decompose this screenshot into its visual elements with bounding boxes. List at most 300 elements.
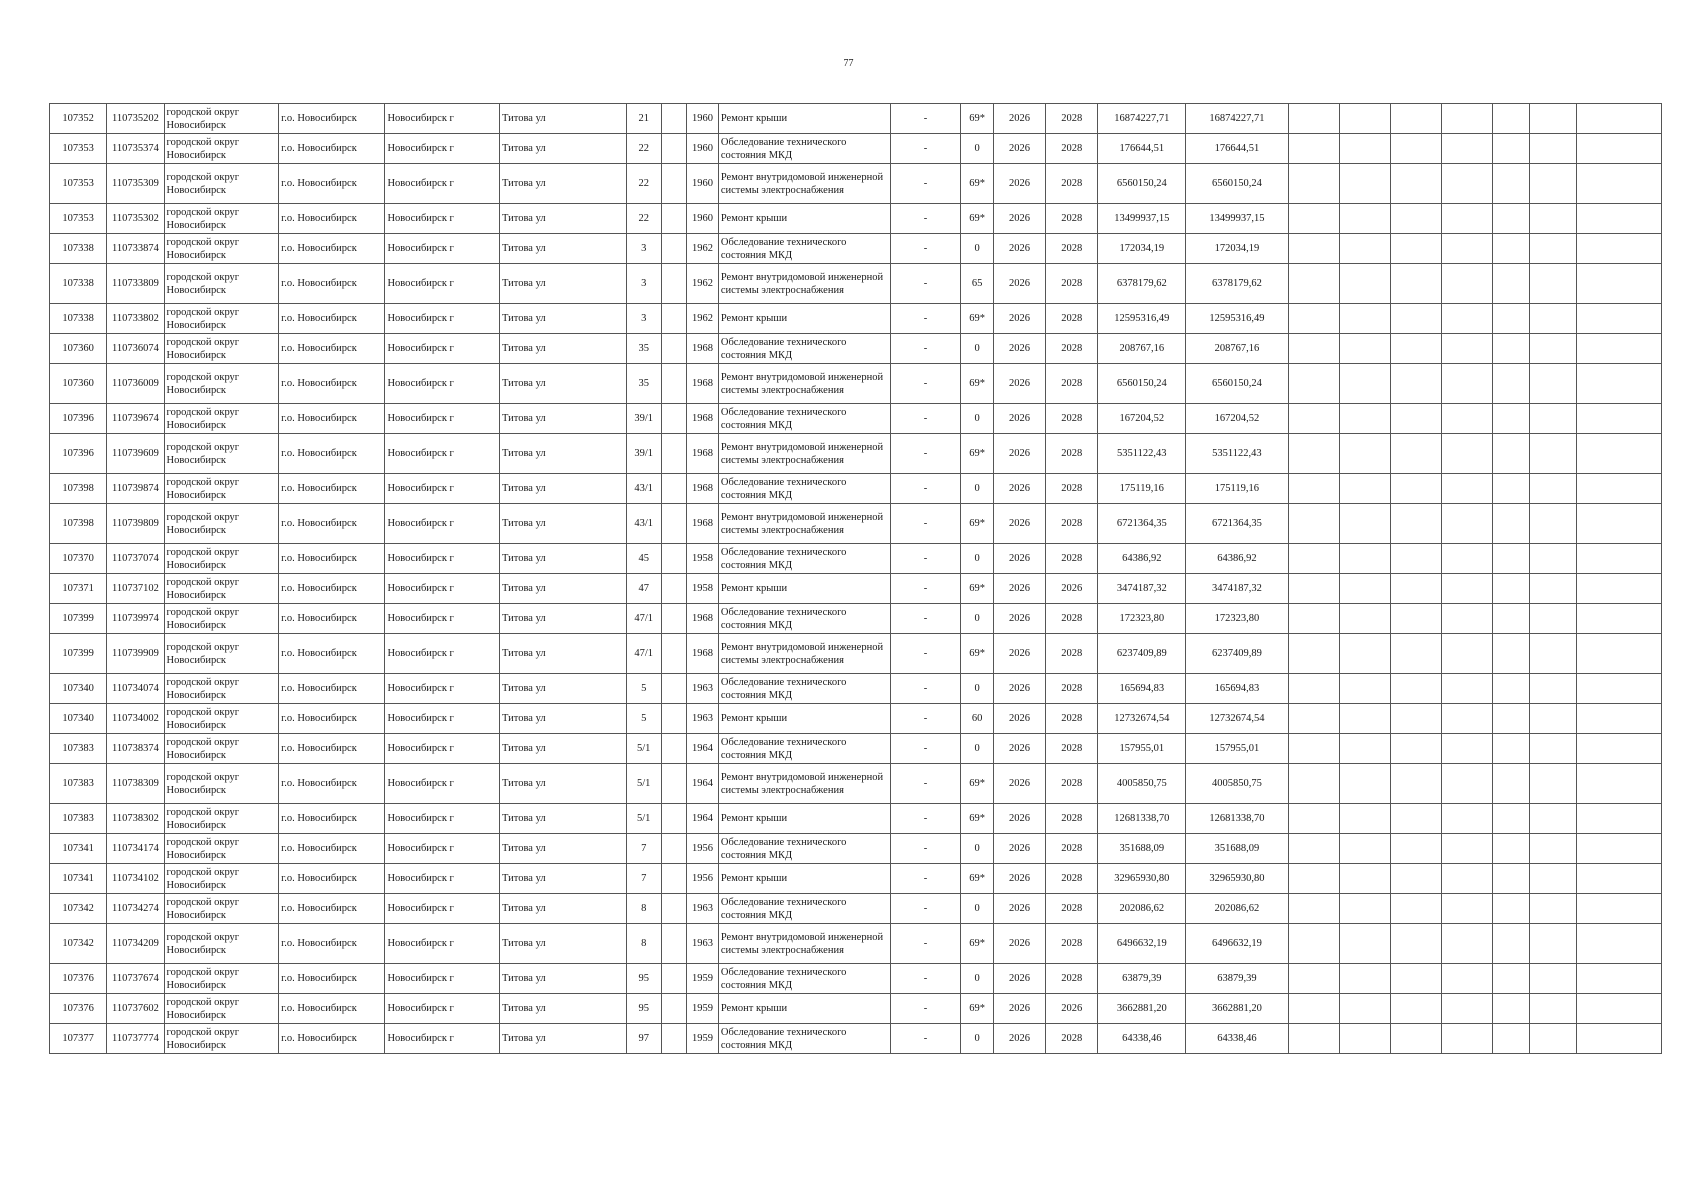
cell-city: Новосибирск г bbox=[385, 434, 500, 474]
cell-empty bbox=[1339, 104, 1390, 134]
cell-year-end: 2028 bbox=[1046, 734, 1098, 764]
table-row bbox=[50, 834, 1662, 864]
cell-empty bbox=[1493, 994, 1530, 1024]
cell-empty bbox=[1339, 334, 1390, 364]
cell-district: г.о. Новосибирск bbox=[279, 544, 385, 574]
cell-empty bbox=[1529, 864, 1576, 894]
cell-dash: - bbox=[890, 434, 961, 474]
cell-wear: 0 bbox=[961, 234, 994, 264]
cell-house: 35 bbox=[626, 364, 661, 404]
cell-empty bbox=[661, 734, 687, 764]
cell-house: 5/1 bbox=[626, 804, 661, 834]
cell-empty bbox=[1390, 334, 1441, 364]
cell-work: Ремонт крыши bbox=[718, 804, 890, 834]
table-row bbox=[50, 474, 1662, 504]
cell-empty bbox=[1390, 964, 1441, 994]
cell-house: 35 bbox=[626, 334, 661, 364]
cell-wear: 69* bbox=[961, 764, 994, 804]
cell-empty bbox=[1493, 164, 1530, 204]
cell-district: г.о. Новосибирск bbox=[279, 634, 385, 674]
cell-empty bbox=[1441, 104, 1492, 134]
cell-empty bbox=[1288, 1024, 1339, 1054]
cell-empty bbox=[1529, 804, 1576, 834]
cell-cost: 157955,01 bbox=[1098, 734, 1186, 764]
cell-total: 6496632,19 bbox=[1186, 924, 1288, 964]
cell-district: г.о. Новосибирск bbox=[279, 674, 385, 704]
cell-cost: 351688,09 bbox=[1098, 834, 1186, 864]
cell-year: 1959 bbox=[687, 994, 719, 1024]
cell-year: 1964 bbox=[687, 804, 719, 834]
cell-empty bbox=[1390, 544, 1441, 574]
cell-district: г.о. Новосибирск bbox=[279, 894, 385, 924]
cell-year: 1968 bbox=[687, 634, 719, 674]
cell-id: 107360 bbox=[50, 334, 107, 364]
cell-wear: 65 bbox=[961, 264, 994, 304]
cell-total: 64338,46 bbox=[1186, 1024, 1288, 1054]
cell-empty bbox=[1576, 634, 1661, 674]
cell-empty bbox=[1529, 304, 1576, 334]
cell-empty bbox=[1493, 404, 1530, 434]
cell-empty bbox=[1493, 574, 1530, 604]
cell-work: Ремонт внутридомовой инженерной системы электроснабжения bbox=[718, 924, 890, 964]
cell-empty bbox=[1441, 834, 1492, 864]
cell-cost: 3474187,32 bbox=[1098, 574, 1186, 604]
cell-total: 176644,51 bbox=[1186, 134, 1288, 164]
cell-year: 1968 bbox=[687, 404, 719, 434]
cell-wear: 69* bbox=[961, 864, 994, 894]
cell-empty bbox=[1339, 474, 1390, 504]
cell-code: 110735374 bbox=[107, 134, 164, 164]
cell-empty bbox=[1390, 604, 1441, 634]
cell-work: Обследование технического состояния МКД bbox=[718, 404, 890, 434]
cell-wear: 0 bbox=[961, 674, 994, 704]
table-body bbox=[50, 104, 1662, 1054]
cell-empty bbox=[1339, 964, 1390, 994]
cell-city: Новосибирск г bbox=[385, 544, 500, 574]
cell-municipality: городской округ Новосибирск bbox=[164, 704, 279, 734]
cell-year: 1968 bbox=[687, 434, 719, 474]
cell-year-start: 2026 bbox=[993, 504, 1045, 544]
cell-empty bbox=[661, 674, 687, 704]
cell-cost: 202086,62 bbox=[1098, 894, 1186, 924]
cell-code: 110737774 bbox=[107, 1024, 164, 1054]
cell-total: 157955,01 bbox=[1186, 734, 1288, 764]
cell-empty bbox=[1493, 964, 1530, 994]
cell-empty bbox=[1441, 164, 1492, 204]
cell-district: г.о. Новосибирск bbox=[279, 804, 385, 834]
cell-empty bbox=[1339, 674, 1390, 704]
cell-house: 5/1 bbox=[626, 764, 661, 804]
table-row bbox=[50, 634, 1662, 674]
cell-empty bbox=[1529, 894, 1576, 924]
cell-house: 3 bbox=[626, 264, 661, 304]
cell-house: 47/1 bbox=[626, 634, 661, 674]
cell-work: Ремонт внутридомовой инженерной системы электроснабжения bbox=[718, 504, 890, 544]
cell-id: 107338 bbox=[50, 304, 107, 334]
cell-empty bbox=[1493, 804, 1530, 834]
cell-empty bbox=[661, 924, 687, 964]
cell-city: Новосибирск г bbox=[385, 574, 500, 604]
cell-empty bbox=[1288, 634, 1339, 674]
cell-empty bbox=[1576, 734, 1661, 764]
cell-id: 107341 bbox=[50, 834, 107, 864]
cell-municipality: городской округ Новосибирск bbox=[164, 434, 279, 474]
cell-year-start: 2026 bbox=[993, 544, 1045, 574]
cell-empty bbox=[661, 104, 687, 134]
cell-municipality: городской округ Новосибирск bbox=[164, 864, 279, 894]
cell-empty bbox=[1288, 964, 1339, 994]
cell-id: 107376 bbox=[50, 994, 107, 1024]
cell-empty bbox=[1288, 234, 1339, 264]
cell-dash: - bbox=[890, 924, 961, 964]
cell-empty bbox=[1441, 734, 1492, 764]
cell-street: Титова ул bbox=[500, 264, 627, 304]
cell-empty bbox=[1576, 304, 1661, 334]
cell-id: 107396 bbox=[50, 404, 107, 434]
cell-house: 5 bbox=[626, 704, 661, 734]
cell-empty bbox=[1493, 264, 1530, 304]
cell-empty bbox=[1288, 834, 1339, 864]
cell-empty bbox=[1576, 434, 1661, 474]
cell-year-start: 2026 bbox=[993, 1024, 1045, 1054]
cell-empty bbox=[661, 864, 687, 894]
cell-year: 1956 bbox=[687, 834, 719, 864]
cell-cost: 172323,80 bbox=[1098, 604, 1186, 634]
cell-city: Новосибирск г bbox=[385, 164, 500, 204]
cell-empty bbox=[1576, 704, 1661, 734]
cell-year-start: 2026 bbox=[993, 604, 1045, 634]
cell-cost: 12732674,54 bbox=[1098, 704, 1186, 734]
cell-total: 175119,16 bbox=[1186, 474, 1288, 504]
cell-empty bbox=[1390, 804, 1441, 834]
cell-cost: 6496632,19 bbox=[1098, 924, 1186, 964]
cell-empty bbox=[1390, 204, 1441, 234]
cell-empty bbox=[1339, 634, 1390, 674]
cell-empty bbox=[661, 234, 687, 264]
table-row bbox=[50, 334, 1662, 364]
table-row bbox=[50, 804, 1662, 834]
cell-dash: - bbox=[890, 164, 961, 204]
cell-municipality: городской округ Новосибирск bbox=[164, 474, 279, 504]
cell-district: г.о. Новосибирск bbox=[279, 574, 385, 604]
cell-work: Ремонт крыши bbox=[718, 304, 890, 334]
cell-empty bbox=[1529, 334, 1576, 364]
cell-empty bbox=[1339, 994, 1390, 1024]
table-row bbox=[50, 674, 1662, 704]
cell-empty bbox=[1441, 894, 1492, 924]
cell-code: 110739874 bbox=[107, 474, 164, 504]
cell-total: 13499937,15 bbox=[1186, 204, 1288, 234]
cell-empty bbox=[1288, 404, 1339, 434]
cell-year-end: 2028 bbox=[1046, 864, 1098, 894]
table-row bbox=[50, 574, 1662, 604]
cell-year: 1960 bbox=[687, 104, 719, 134]
cell-empty bbox=[661, 994, 687, 1024]
cell-year: 1963 bbox=[687, 674, 719, 704]
cell-work: Обследование технического состояния МКД bbox=[718, 544, 890, 574]
cell-street: Титова ул bbox=[500, 924, 627, 964]
table-row bbox=[50, 364, 1662, 404]
cell-empty bbox=[1529, 474, 1576, 504]
cell-house: 39/1 bbox=[626, 434, 661, 474]
cell-empty bbox=[1529, 764, 1576, 804]
table-row bbox=[50, 404, 1662, 434]
cell-dash: - bbox=[890, 834, 961, 864]
cell-total: 172034,19 bbox=[1186, 234, 1288, 264]
cell-empty bbox=[1339, 894, 1390, 924]
cell-empty bbox=[1390, 504, 1441, 544]
cell-empty bbox=[1576, 804, 1661, 834]
cell-wear: 69* bbox=[961, 574, 994, 604]
cell-id: 107383 bbox=[50, 804, 107, 834]
cell-empty bbox=[1339, 574, 1390, 604]
cell-cost: 175119,16 bbox=[1098, 474, 1186, 504]
cell-year-end: 2028 bbox=[1046, 164, 1098, 204]
table-row bbox=[50, 734, 1662, 764]
cell-empty bbox=[1339, 734, 1390, 764]
cell-total: 6721364,35 bbox=[1186, 504, 1288, 544]
cell-empty bbox=[661, 164, 687, 204]
cell-work: Обследование технического состояния МКД bbox=[718, 234, 890, 264]
cell-work: Ремонт крыши bbox=[718, 104, 890, 134]
cell-total: 12732674,54 bbox=[1186, 704, 1288, 734]
cell-empty bbox=[661, 474, 687, 504]
cell-municipality: городской округ Новосибирск bbox=[164, 804, 279, 834]
cell-empty bbox=[1576, 834, 1661, 864]
cell-work: Ремонт внутридомовой инженерной системы электроснабжения bbox=[718, 264, 890, 304]
cell-year-end: 2028 bbox=[1046, 204, 1098, 234]
cell-empty bbox=[661, 604, 687, 634]
cell-year-start: 2026 bbox=[993, 764, 1045, 804]
cell-year-end: 2028 bbox=[1046, 964, 1098, 994]
cell-empty bbox=[1288, 864, 1339, 894]
cell-empty bbox=[1529, 504, 1576, 544]
cell-empty bbox=[1441, 674, 1492, 704]
cell-id: 107353 bbox=[50, 164, 107, 204]
cell-street: Титова ул bbox=[500, 764, 627, 804]
cell-year-end: 2028 bbox=[1046, 404, 1098, 434]
cell-work: Обследование технического состояния МКД bbox=[718, 604, 890, 634]
cell-cost: 5351122,43 bbox=[1098, 434, 1186, 474]
cell-municipality: городской округ Новосибирск bbox=[164, 544, 279, 574]
table-row bbox=[50, 264, 1662, 304]
cell-empty bbox=[1390, 764, 1441, 804]
cell-code: 110734074 bbox=[107, 674, 164, 704]
cell-street: Титова ул bbox=[500, 894, 627, 924]
cell-district: г.о. Новосибирск bbox=[279, 434, 385, 474]
cell-empty bbox=[661, 704, 687, 734]
table-row bbox=[50, 164, 1662, 204]
cell-code: 110735302 bbox=[107, 204, 164, 234]
cell-work: Ремонт внутридомовой инженерной системы электроснабжения bbox=[718, 164, 890, 204]
cell-district: г.о. Новосибирск bbox=[279, 234, 385, 264]
cell-house: 97 bbox=[626, 1024, 661, 1054]
cell-empty bbox=[1441, 504, 1492, 544]
cell-work: Обследование технического состояния МКД bbox=[718, 134, 890, 164]
cell-municipality: городской округ Новосибирск bbox=[164, 574, 279, 604]
cell-empty bbox=[1493, 834, 1530, 864]
cell-empty bbox=[1441, 604, 1492, 634]
cell-empty bbox=[1390, 574, 1441, 604]
table-row bbox=[50, 1024, 1662, 1054]
cell-cost: 172034,19 bbox=[1098, 234, 1186, 264]
cell-id: 107342 bbox=[50, 924, 107, 964]
cell-empty bbox=[661, 834, 687, 864]
cell-cost: 12681338,70 bbox=[1098, 804, 1186, 834]
cell-dash: - bbox=[890, 704, 961, 734]
cell-street: Титова ул bbox=[500, 164, 627, 204]
table-row bbox=[50, 994, 1662, 1024]
cell-year: 1963 bbox=[687, 924, 719, 964]
cell-district: г.о. Новосибирск bbox=[279, 504, 385, 544]
cell-empty bbox=[1493, 634, 1530, 674]
cell-year: 1968 bbox=[687, 334, 719, 364]
cell-work: Ремонт внутридомовой инженерной системы электроснабжения bbox=[718, 434, 890, 474]
cell-municipality: городской округ Новосибирск bbox=[164, 834, 279, 864]
cell-city: Новосибирск г bbox=[385, 894, 500, 924]
cell-street: Титова ул bbox=[500, 304, 627, 334]
cell-year: 1962 bbox=[687, 264, 719, 304]
cell-cost: 13499937,15 bbox=[1098, 204, 1186, 234]
cell-empty bbox=[1529, 924, 1576, 964]
cell-work: Обследование технического состояния МКД bbox=[718, 894, 890, 924]
cell-empty bbox=[1441, 434, 1492, 474]
cell-empty bbox=[1288, 994, 1339, 1024]
cell-street: Титова ул bbox=[500, 734, 627, 764]
cell-house: 8 bbox=[626, 894, 661, 924]
cell-work: Обследование технического состояния МКД bbox=[718, 334, 890, 364]
cell-code: 110739609 bbox=[107, 434, 164, 474]
cell-empty bbox=[1441, 204, 1492, 234]
cell-empty bbox=[1288, 474, 1339, 504]
cell-cost: 167204,52 bbox=[1098, 404, 1186, 434]
cell-code: 110733802 bbox=[107, 304, 164, 334]
cell-empty bbox=[1576, 924, 1661, 964]
table-row bbox=[50, 894, 1662, 924]
cell-year: 1963 bbox=[687, 894, 719, 924]
cell-year-start: 2026 bbox=[993, 994, 1045, 1024]
table-row bbox=[50, 544, 1662, 574]
cell-empty bbox=[1390, 234, 1441, 264]
cell-district: г.о. Новосибирск bbox=[279, 204, 385, 234]
cell-empty bbox=[1441, 964, 1492, 994]
cell-empty bbox=[1441, 804, 1492, 834]
cell-empty bbox=[1529, 164, 1576, 204]
cell-empty bbox=[661, 264, 687, 304]
cell-year: 1968 bbox=[687, 504, 719, 544]
cell-empty bbox=[1339, 704, 1390, 734]
cell-total: 6237409,89 bbox=[1186, 634, 1288, 674]
cell-year: 1968 bbox=[687, 474, 719, 504]
cell-city: Новосибирск г bbox=[385, 604, 500, 634]
cell-empty bbox=[1339, 434, 1390, 474]
page-number: 77 bbox=[843, 58, 854, 69]
cell-cost: 6560150,24 bbox=[1098, 164, 1186, 204]
cell-total: 172323,80 bbox=[1186, 604, 1288, 634]
cell-district: г.о. Новосибирск bbox=[279, 304, 385, 334]
cell-street: Титова ул bbox=[500, 234, 627, 264]
cell-empty bbox=[1493, 364, 1530, 404]
cell-empty bbox=[1576, 674, 1661, 704]
cell-municipality: городской округ Новосибирск bbox=[164, 164, 279, 204]
cell-street: Титова ул bbox=[500, 474, 627, 504]
cell-total: 64386,92 bbox=[1186, 544, 1288, 574]
cell-empty bbox=[1339, 404, 1390, 434]
cell-code: 110733809 bbox=[107, 264, 164, 304]
cell-cost: 6721364,35 bbox=[1098, 504, 1186, 544]
cell-wear: 0 bbox=[961, 834, 994, 864]
cell-year-start: 2026 bbox=[993, 204, 1045, 234]
cell-empty bbox=[1493, 134, 1530, 164]
cell-empty bbox=[1441, 474, 1492, 504]
cell-dash: - bbox=[890, 964, 961, 994]
cell-empty bbox=[1288, 164, 1339, 204]
table-row bbox=[50, 964, 1662, 994]
cell-house: 43/1 bbox=[626, 504, 661, 544]
cell-empty bbox=[1288, 674, 1339, 704]
cell-cost: 32965930,80 bbox=[1098, 864, 1186, 894]
cell-id: 107340 bbox=[50, 674, 107, 704]
cell-wear: 69* bbox=[961, 164, 994, 204]
cell-municipality: городской округ Новосибирск bbox=[164, 634, 279, 674]
cell-id: 107338 bbox=[50, 264, 107, 304]
cell-empty bbox=[1390, 404, 1441, 434]
cell-year-end: 2028 bbox=[1046, 834, 1098, 864]
cell-empty bbox=[1339, 264, 1390, 304]
cell-year-end: 2028 bbox=[1046, 804, 1098, 834]
cell-empty bbox=[1493, 104, 1530, 134]
cell-year: 1958 bbox=[687, 544, 719, 574]
cell-empty bbox=[661, 304, 687, 334]
cell-city: Новосибирск г bbox=[385, 964, 500, 994]
table-row bbox=[50, 434, 1662, 474]
cell-house: 22 bbox=[626, 204, 661, 234]
cell-id: 107377 bbox=[50, 1024, 107, 1054]
cell-street: Титова ул bbox=[500, 994, 627, 1024]
cell-empty bbox=[1339, 544, 1390, 574]
cell-city: Новосибирск г bbox=[385, 264, 500, 304]
cell-wear: 69* bbox=[961, 804, 994, 834]
cell-empty bbox=[1441, 134, 1492, 164]
cell-city: Новосибирск г bbox=[385, 704, 500, 734]
cell-municipality: городской округ Новосибирск bbox=[164, 674, 279, 704]
table-row bbox=[50, 864, 1662, 894]
cell-id: 107398 bbox=[50, 504, 107, 544]
cell-empty bbox=[1288, 334, 1339, 364]
cell-city: Новосибирск г bbox=[385, 104, 500, 134]
cell-wear: 0 bbox=[961, 734, 994, 764]
cell-empty bbox=[1288, 364, 1339, 404]
cell-code: 110739974 bbox=[107, 604, 164, 634]
cell-code: 110734102 bbox=[107, 864, 164, 894]
cell-year: 1968 bbox=[687, 604, 719, 634]
cell-dash: - bbox=[890, 734, 961, 764]
cell-id: 107383 bbox=[50, 734, 107, 764]
cell-empty bbox=[661, 544, 687, 574]
cell-total: 165694,83 bbox=[1186, 674, 1288, 704]
cell-code: 110737074 bbox=[107, 544, 164, 574]
cell-code: 110736009 bbox=[107, 364, 164, 404]
cell-house: 5 bbox=[626, 674, 661, 704]
cell-empty bbox=[1529, 704, 1576, 734]
cell-empty bbox=[1529, 994, 1576, 1024]
cell-wear: 69* bbox=[961, 504, 994, 544]
cell-cost: 6560150,24 bbox=[1098, 364, 1186, 404]
cell-wear: 0 bbox=[961, 1024, 994, 1054]
cell-empty bbox=[1390, 1024, 1441, 1054]
cell-empty bbox=[1493, 1024, 1530, 1054]
cell-empty bbox=[1529, 834, 1576, 864]
